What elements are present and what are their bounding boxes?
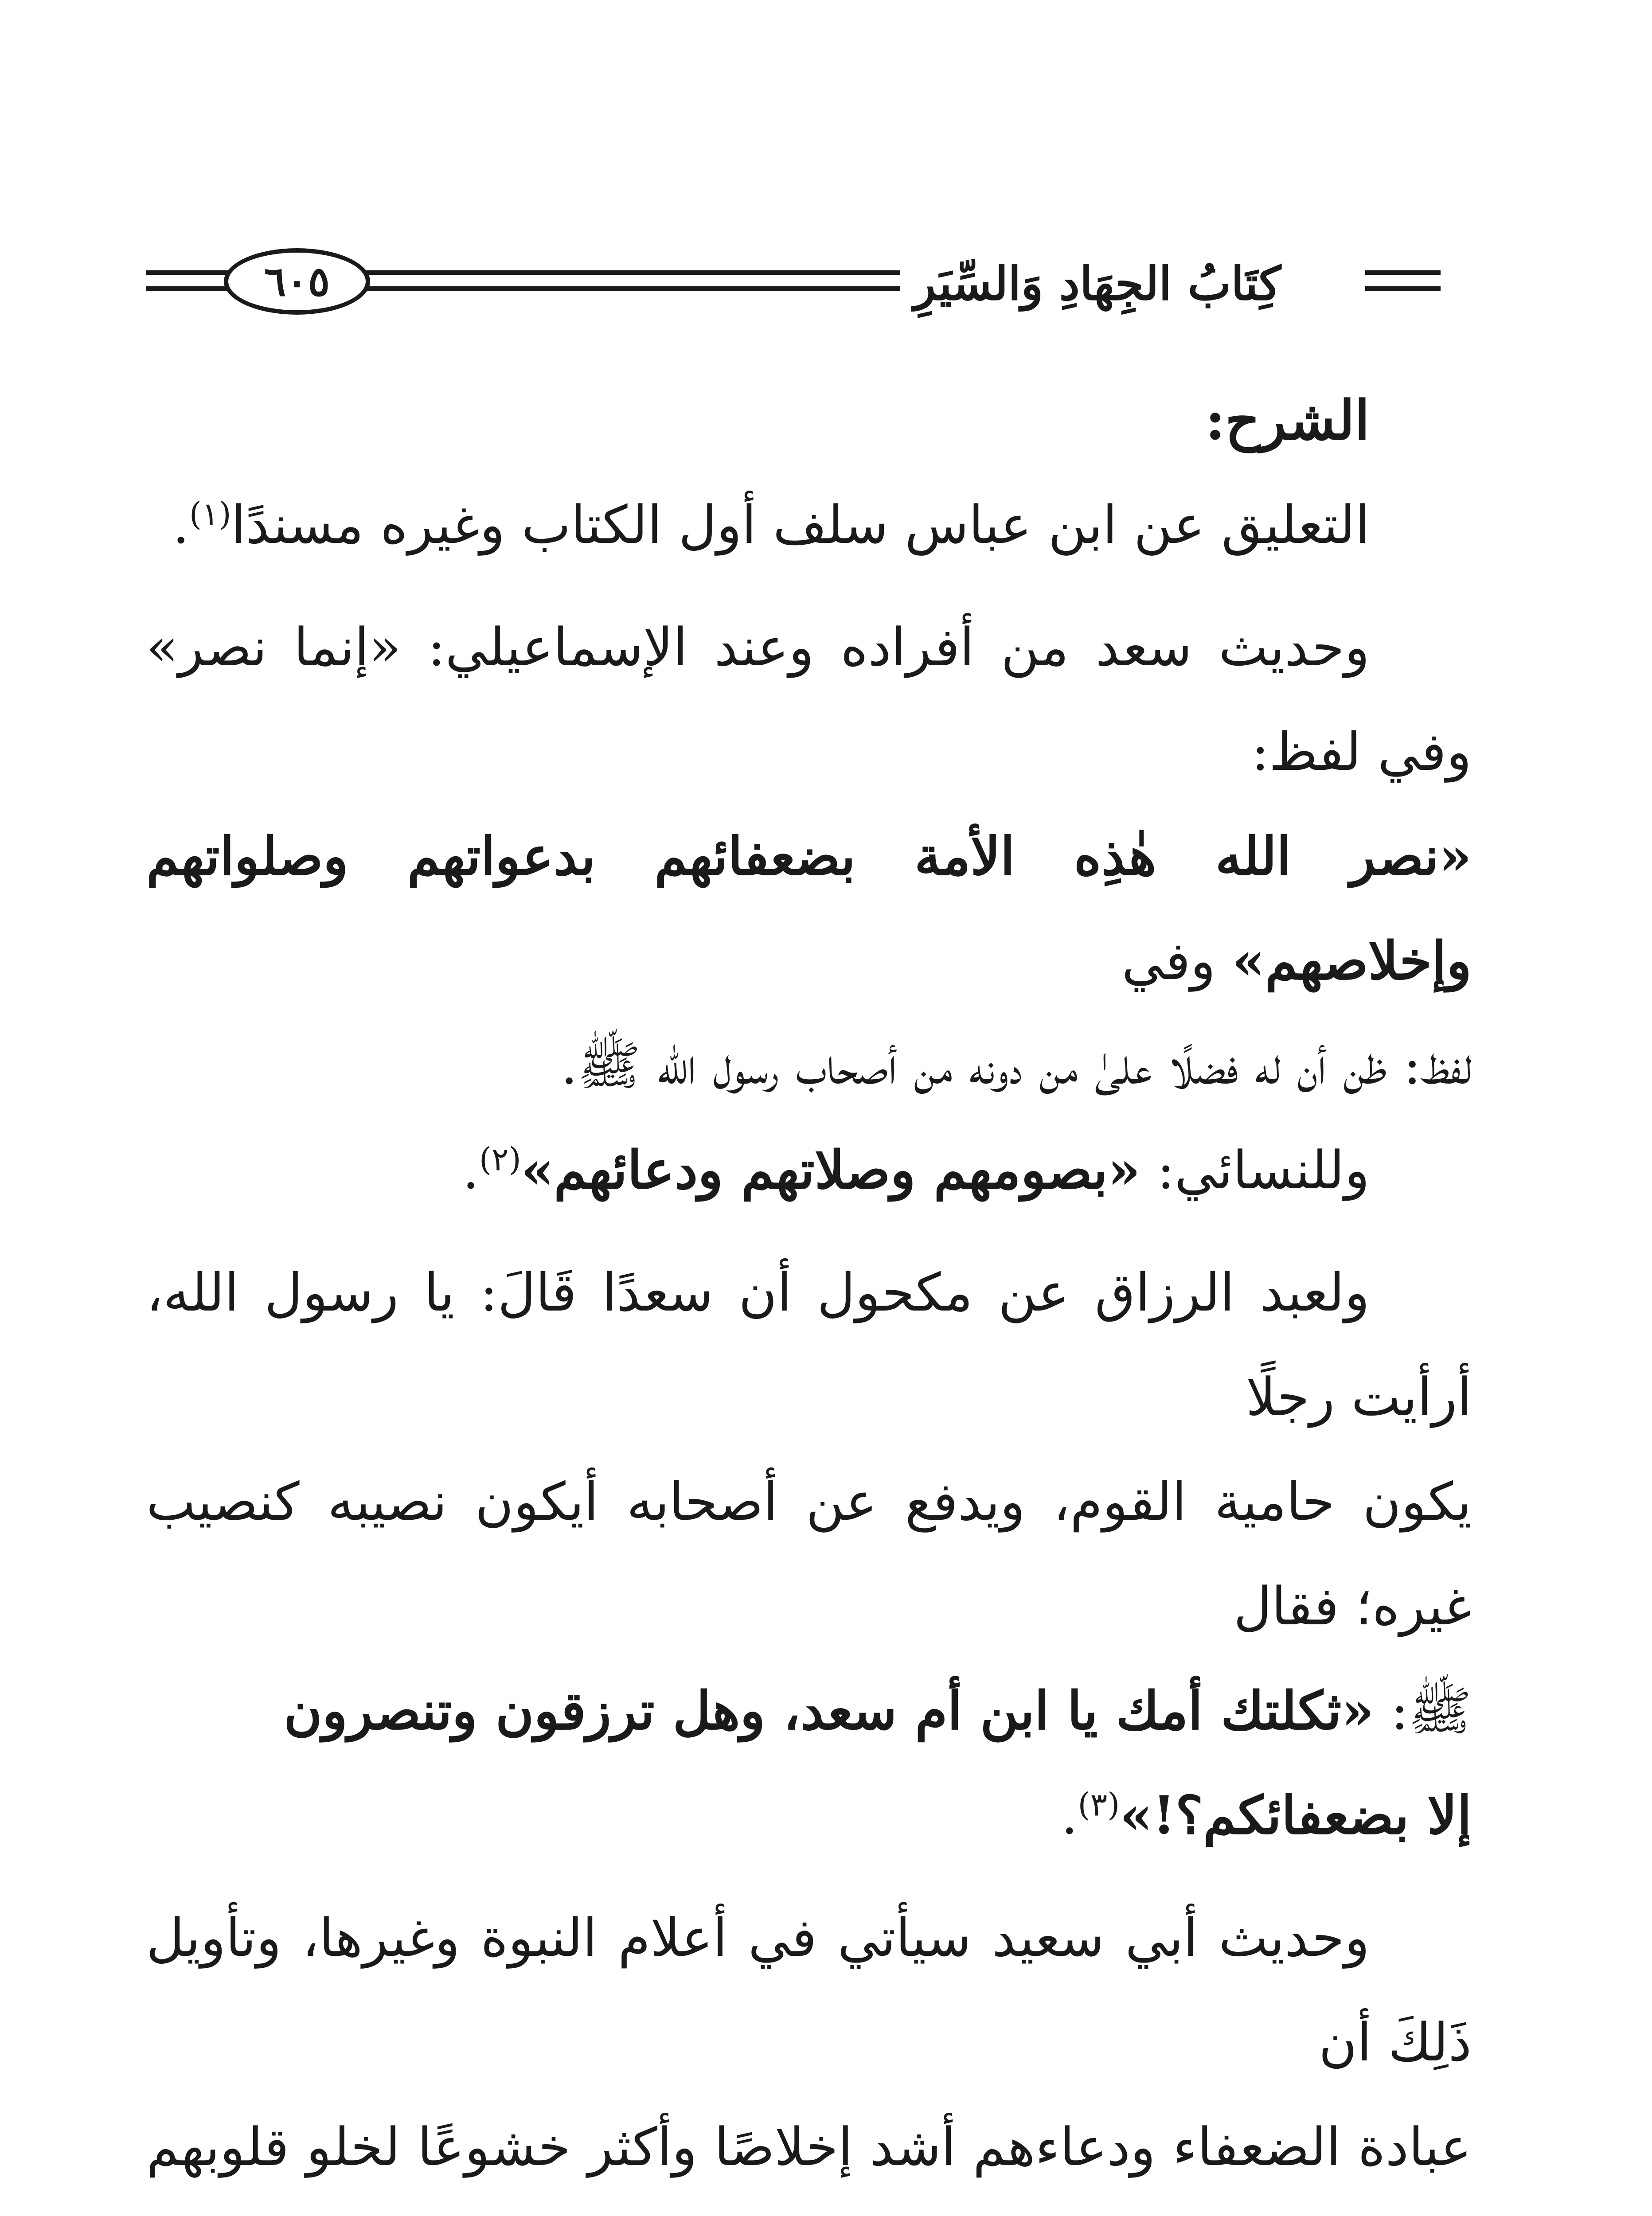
paragraph-4-line-2: يكون حامية القوم، ويدفع عن أصحابه أيكون نصيبه كنصيب غيره؛ فقال [146,1471,1472,1637]
header-rule-right-bottom [1365,286,1441,291]
paragraph-1-end: . [172,494,189,555]
paragraph-2-line-3: لفظ: ظن أن له فضلًا علىٰ من دونه من أصحاب رسول الله ﷺ. [561,1035,1472,1096]
running-title: كِتَابُ الجِهَادِ وَالسِّيَرِ [900,256,1294,311]
page-number: ٦٠٥ [264,257,330,305]
paragraph-4-end: . [1061,1785,1078,1846]
paragraph-4-line-4 [146,1763,1472,1868]
paragraph-4-quote-part-1: «ثكلتك أمك يا ابن أم سعد، وهل ترزقون وتنصرون [284,1680,1375,1741]
footnote-ref-1: (١) [189,495,231,533]
paragraph-4-quote-part-2: إلا بضعفائكم؟!» [1120,1784,1472,1846]
footnote-ref-2: (٢) [479,1140,521,1178]
paragraph-3 [146,1118,1472,1222]
section-heading: الشرح: [1205,388,1370,452]
main-text [146,368,1472,2216]
paragraph-3-quote: «بصومهم وصلاتهم ودعائهم» [521,1139,1140,1201]
paragraph-3-end: . [462,1139,479,1201]
footnote-ref-3: (٣) [1078,1786,1120,1823]
paragraph-2-line-1: وحديث سعد من أفراده وعند الإسماعيلي: «إنما نصر» وفي لفظ: [146,616,1472,782]
paragraph-4-line-3-lead: ﷺ: [1374,1680,1472,1741]
header-rule-left-top [146,270,235,275]
header-rule-right-top [1365,270,1441,275]
paragraph-1-text: التعليق عن ابن عباس سلف أول الكتاب وغيره مسندًا [231,494,1370,555]
paragraph-5-line-2: عبادة الضعفاء ودعاءهم أشد إخلاصًا وأكثر خشوعًا لخلو قلوبهم [146,2116,1472,2177]
paragraph-2-line-2 [146,804,1472,1013]
paragraph-4-line-3 [146,1658,1472,1763]
page-number-frame [224,248,370,315]
paragraph-4-line-1: ولعبد الرزاق عن مكحول أن سعدًا قَالَ: يا رسول الله، أرأيت رجلًا [146,1262,1472,1428]
paragraph-1 [146,472,1472,577]
header-rule-left-bottom [146,286,235,291]
quoted-hadith-text: «نصر الله هٰذِه الأمة بضعفائهم بدعواتهم وصلواتهم وإخلاصهم» [146,825,1472,991]
page-header [146,248,1441,315]
paragraph-3-lead: وللنسائي: [1140,1139,1370,1201]
paragraph-5-line-1: وحديث أبي سعيد سيأتي في أعلام النبوة وغيرها، وتأويل ذَلِكَ أن [146,1907,1472,2073]
paragraph-2-line-2-rest: وفي [1121,930,1232,991]
